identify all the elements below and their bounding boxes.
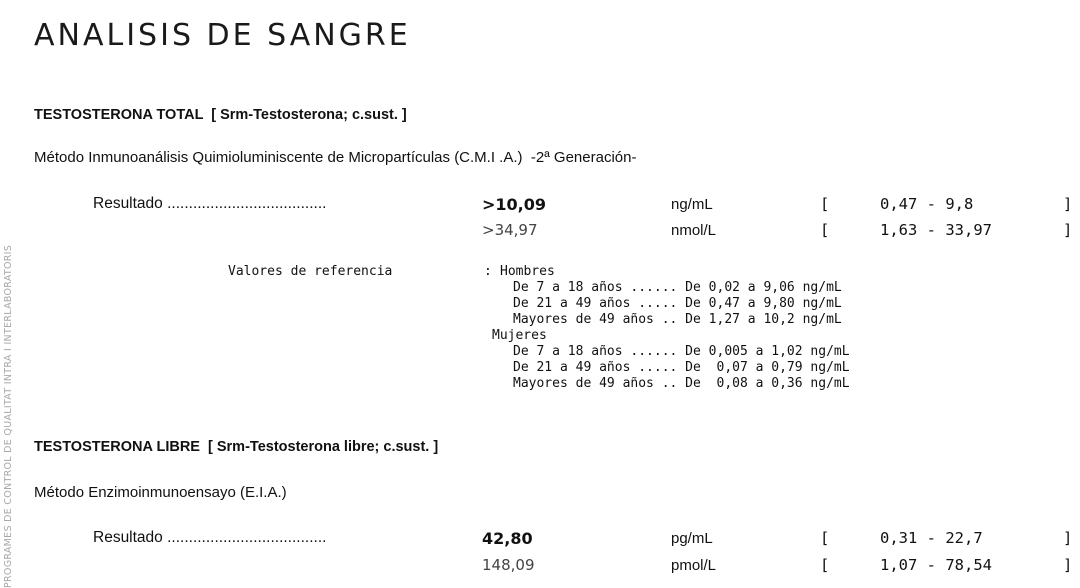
reference-line: De 21 a 49 años ..... De 0,07 a 0,79 ng/mL	[513, 360, 850, 375]
reference-line: De 7 a 18 años ...... De 0,02 a 9,06 ng/mL	[513, 280, 842, 295]
reference-range: 0,31 - 22,7	[880, 529, 983, 547]
page-title: ANALISIS DE SANGRE	[34, 18, 411, 53]
range-open-bracket: [	[820, 529, 830, 547]
reference-separator: :	[484, 264, 492, 279]
range-close-bracket: ]	[1063, 556, 1073, 574]
result-unit-primary: ng/mL	[671, 196, 713, 213]
reference-values-label: Valores de referencia	[228, 264, 393, 279]
reference-line: De 7 a 18 años ...... De 0,005 a 1,02 ng/mL	[513, 344, 850, 359]
result-unit-converted: pmol/L	[671, 557, 717, 574]
reference-range: 1,63 - 33,97	[880, 221, 992, 239]
result-label-total: Resultado .....................................	[93, 195, 327, 212]
result-unit-converted: nmol/L	[671, 222, 717, 239]
section-heading-total: TESTOSTERONA TOTAL [ Srm-Testosterona; c.sust. ]	[34, 107, 407, 123]
result-label-free: Resultado .....................................	[93, 529, 327, 546]
result-value-primary: >10,09	[482, 195, 547, 214]
section-heading-free: TESTOSTERONA LIBRE [ Srm-Testosterona libre; c.sust. ]	[34, 439, 439, 455]
method-free: Método Enzimoinmunoensayo (E.I.A.)	[34, 484, 287, 501]
range-open-bracket: [	[820, 556, 830, 574]
range-close-bracket: ]	[1063, 195, 1073, 213]
range-close-bracket: ]	[1063, 221, 1073, 239]
result-value-primary: 42,80	[482, 529, 533, 548]
range-open-bracket: [	[820, 195, 830, 213]
result-value-converted: >34,97	[482, 221, 538, 239]
reference-line: De 21 a 49 años ..... De 0,47 a 9,80 ng/mL	[513, 296, 842, 311]
side-watermark: PROGRAMES DE CONTROL DE QUALITAT INTRA I INTERLABORATORIS	[3, 244, 14, 588]
reference-line: Mayores de 49 años .. De 0,08 a 0,36 ng/mL	[513, 376, 850, 391]
reference-range: 1,07 - 78,54	[880, 556, 992, 574]
reference-group-men: Hombres	[500, 264, 555, 279]
range-close-bracket: ]	[1063, 529, 1073, 547]
reference-range: 0,47 - 9,8	[880, 195, 974, 213]
reference-group-women: Mujeres	[492, 328, 547, 343]
result-value-converted: 148,09	[482, 556, 535, 574]
range-open-bracket: [	[820, 221, 830, 239]
result-unit-primary: pg/mL	[671, 530, 713, 547]
reference-line: Mayores de 49 años .. De 1,27 a 10,2 ng/mL	[513, 312, 842, 327]
method-total: Método Inmunoanálisis Quimioluminiscente de Micropartículas (C.M.I .A.) -2ª Generación-	[34, 149, 637, 166]
